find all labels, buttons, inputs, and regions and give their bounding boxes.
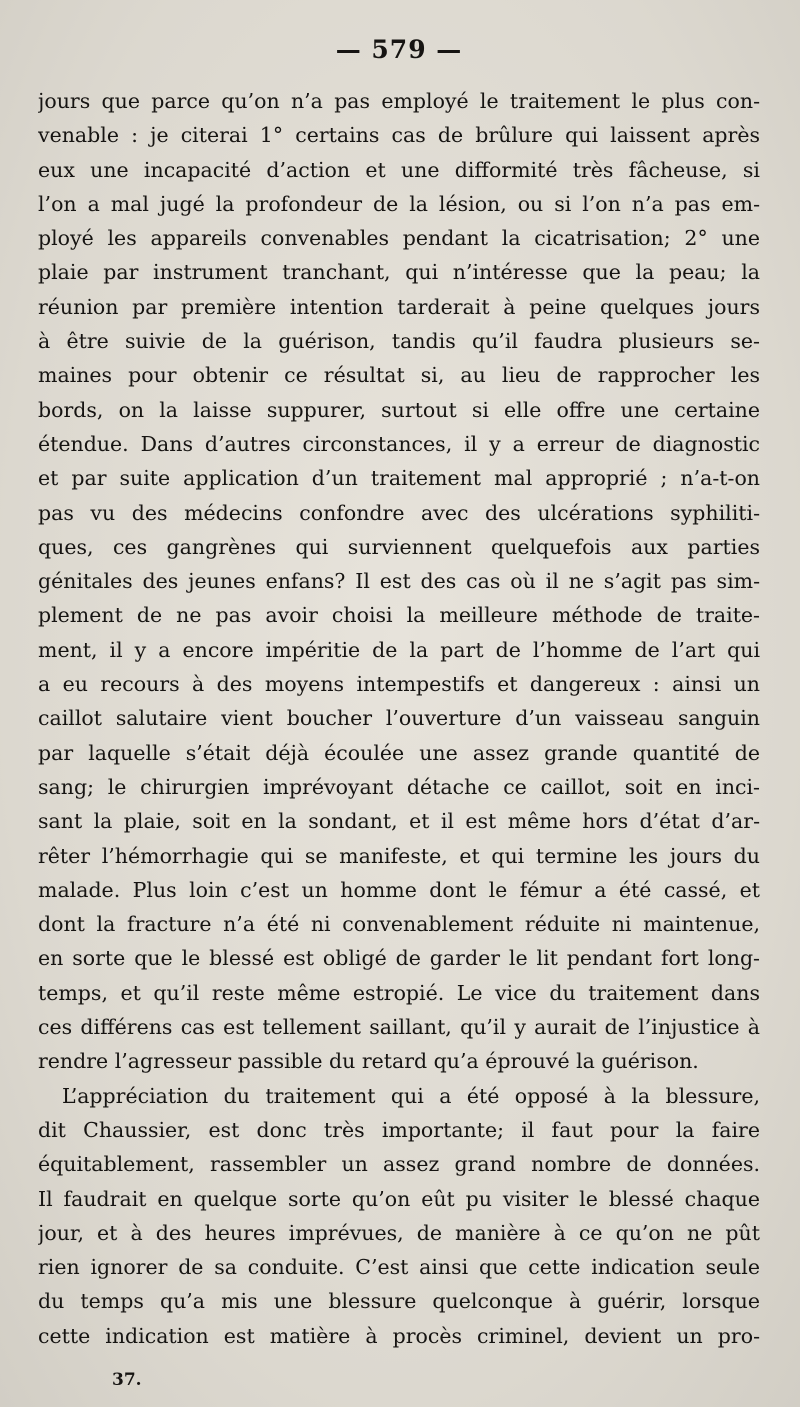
text-line: étendue. Dans d’autres circonstances, il y a erreur de diagnostic xyxy=(38,431,760,456)
text-line: rêter l’hémorrhagie qui se manifeste, et qui termine les jours du xyxy=(38,843,760,868)
text-line: en sorte que le blessé est obligé de garder le lit pendant fort long- xyxy=(38,946,760,971)
text-line: ces différens cas est tellement saillant, qu’il y aurait de l’injustice à xyxy=(38,1015,760,1040)
text-line: temps, et qu’il reste même estropié. Le vice du traitement dans xyxy=(38,980,760,1005)
text-line: plaie par instrument tranchant, qui n’intéresse que la peau; la xyxy=(38,260,760,285)
text-line: eux une incapacité d’action et une difformité très fâcheuse, si xyxy=(38,157,760,182)
text-line: pas vu des médecins confondre avec des ulcérations syphiliti- xyxy=(38,500,760,525)
text-line: ques, ces gangrènes qui surviennent quelquefois aux parties xyxy=(38,534,760,559)
text-line: équitablement, rassembler un assez grand nombre de données. xyxy=(38,1152,760,1177)
text-line: bords, on la laisse suppurer, surtout si elle offre une certaine xyxy=(38,397,760,422)
text-line: a eu recours à des moyens intempestifs et dangereux : ainsi un xyxy=(38,672,760,697)
text-line: génitales des jeunes enfans? Il est des cas où il ne s’agit pas sim- xyxy=(38,569,760,594)
text-line: sang; le chirurgien imprévoyant détache ce caillot, soit en inci- xyxy=(38,774,760,799)
text-line: par laquelle s’était déjà écoulée une assez grande quantité de xyxy=(38,740,760,765)
text-line: cette indication est matière à procès criminel, devient un pro- xyxy=(38,1323,760,1348)
text-line: L’appréciation du traitement qui a été opposé à la blessure, xyxy=(62,1083,760,1108)
text-line: dit Chaussier, est donc très importante; il faut pour la faire xyxy=(38,1117,760,1142)
text-line: ment, il y a encore impéritie de la part de l’homme de l’art qui xyxy=(38,637,760,662)
text-line: à être suivie de la guérison, tandis qu’il faudra plusieurs se- xyxy=(38,329,760,354)
text-line: plement de ne pas avoir choisi la meilleure méthode de traite- xyxy=(38,603,760,628)
text-line: dont la fracture n’a été ni convenablement réduite ni maintenue, xyxy=(38,912,760,937)
text-line: caillot salutaire vient boucher l’ouverture d’un vaisseau sanguin xyxy=(38,706,760,731)
text-line: jours que parce qu’on n’a pas employé le traitement le plus con- xyxy=(38,89,760,113)
page-number: — 579 — xyxy=(335,35,463,64)
text-line: Il faudrait en quelque sorte qu’on eût pu visiter le blessé chaque xyxy=(38,1186,760,1211)
text-line: et par suite application d’un traitement mal approprié ; n’a-t-on xyxy=(38,466,760,491)
text-line: venable : je citerai 1° certains cas de brûlure qui laissent après xyxy=(38,123,760,148)
text-line: rendre l’agresseur passible du retard qu’a éprouvé la guérison. xyxy=(38,1049,699,1074)
text-line: jour, et à des heures imprévues, de manière à ce qu’on ne pût xyxy=(38,1220,760,1245)
text-line: rien ignorer de sa conduite. C’est ainsi que cette indication seule xyxy=(38,1255,760,1280)
text-line: du temps qu’a mis une blessure quelconque à guérir, lorsque xyxy=(38,1289,760,1314)
text-line: l’on a mal jugé la profondeur de la lésion, ou si l’on n’a pas em- xyxy=(38,191,760,216)
text-line: sant la plaie, soit en la sondant, et il est même hors d’état d’ar- xyxy=(38,809,760,834)
text-line: ployé les appareils convenables pendant la cicatrisation; 2° une xyxy=(38,226,760,251)
text-line: malade. Plus loin c’est un homme dont le fémur a été cassé, et xyxy=(38,877,760,902)
text-line: maines pour obtenir ce résultat si, au lieu de rapprocher les xyxy=(38,363,760,388)
body-text xyxy=(38,84,760,1353)
text-line: réunion par première intention tarderait à peine quelques jours xyxy=(38,294,760,319)
signature-mark: 37. xyxy=(112,1369,142,1390)
